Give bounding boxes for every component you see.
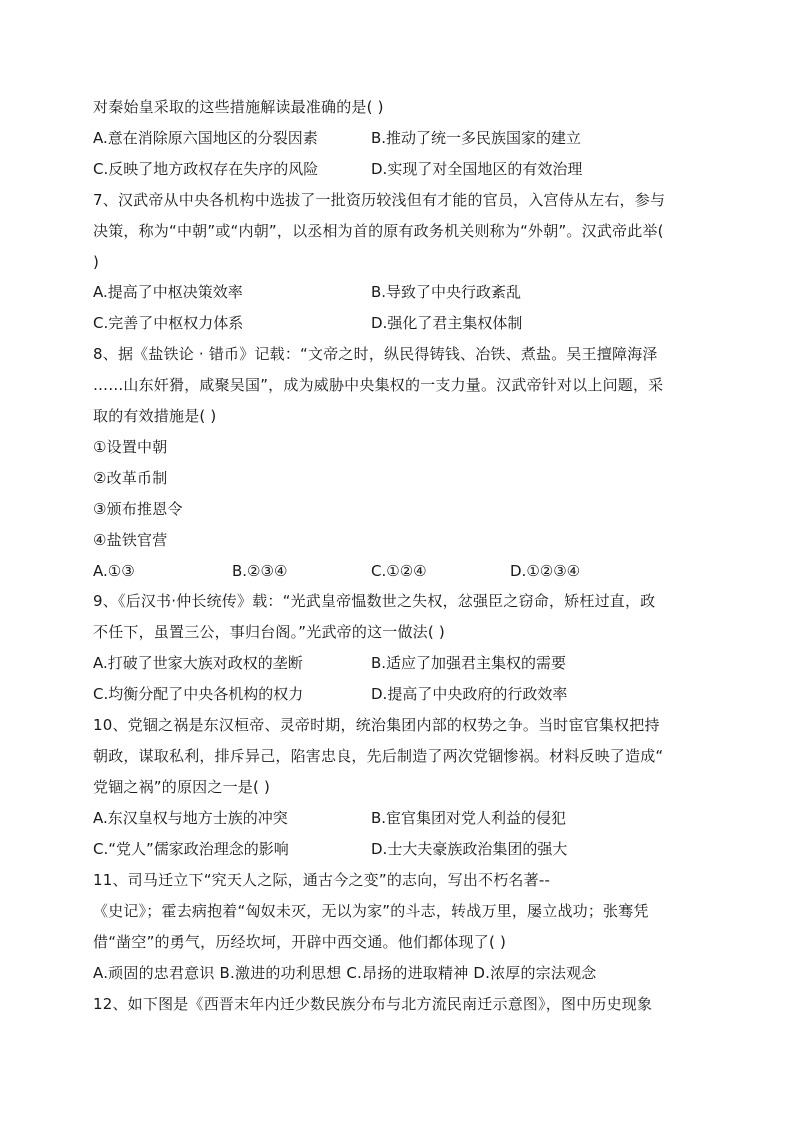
q8-item-1: ①设置中朝	[93, 438, 168, 456]
q11-stem-line3: 借“凿空”的勇气，历经坎坷，开辟中西交通。他们都体现了( )	[93, 933, 507, 951]
q9-option-c: C.均衡分配了中央各机构的权力	[93, 685, 304, 703]
q11-stem-line2: 《史记》；霍去病抱着“匈奴未灭，无以为家”的斗志，转战万里，屡立战功；张骞凭	[93, 902, 649, 920]
q7-option-d: D.强化了君主集权体制	[371, 314, 523, 332]
q8-item-4: ④盐铁官营	[93, 531, 168, 549]
q8-option-b: B.②③④	[232, 562, 288, 580]
q6-option-c: C.反映了地方政权存在失序的风险	[93, 160, 319, 178]
q7-stem-line3: )	[93, 253, 100, 271]
q10-stem-line1: 10、党锢之祸是东汉桓帝、灵帝时期，统治集团内部的权势之争。当时宦官集权把持	[93, 716, 660, 734]
q9-option-d: D.提高了中央政府的行政效率	[371, 685, 568, 703]
q8-stem-line1: 8、据《盐铁论 · 错币》记载：“文帝之时，纵民得铸钱、冶铁、煮盐。吴王擅障海泽	[93, 345, 658, 363]
q9-option-a: A.打破了世家大族对政权的垄断	[93, 654, 303, 672]
q9-stem-line1: 9、《后汉书·仲长统传》载：“光武皇帝愠数世之失权，忿强臣之窃命，矫枉过直，政	[93, 592, 656, 610]
q12-stem-line1: 12、如下图是《西晋末年内迁少数民族分布与北方流民南迁示意图》，图中历史现象	[93, 995, 653, 1013]
q11-stem-line1: 11、司马迁立下“究天人之际，通古今之变”的志向，写出不朽名著--	[93, 871, 551, 889]
q7-stem-line1: 7、汉武帝从中央各机构中选拔了一批资历较浅但有才能的官员，入宫侍从左右，参与	[93, 191, 666, 209]
q11-options: A.顽固的忠君意识 B.激进的功利思想 C.昂扬的进取精神 D.浓厚的宗法观念	[93, 964, 597, 982]
q7-option-a: A.提高了中枢决策效率	[93, 283, 243, 301]
q7-option-c: C.完善了中枢权力体系	[93, 314, 244, 332]
q9-stem-line2: 不任下，虽置三公，事归台阁。”光武帝的这一做法( )	[93, 623, 445, 641]
q10-stem-line3: 党锢之祸”的原因之一是( )	[93, 778, 271, 796]
q8-option-c: C.①②④	[371, 562, 427, 580]
q6-option-a: A.意在消除原六国地区的分裂因素	[93, 129, 318, 147]
q8-item-2: ②改革币制	[93, 469, 168, 487]
q8-stem-line3: 取的有效措施是( )	[93, 407, 217, 425]
q6-stem: 对秦始皇采取的这些措施解读最准确的是( )	[93, 98, 384, 116]
q10-option-c: C.“党人”儒家政治理念的影响	[93, 840, 289, 858]
q8-stem-line2: ……山东奸猾，咸聚吴国”，成为威胁中央集权的一支力量。汉武帝针对以上问题，采	[93, 376, 664, 394]
q8-item-3: ③颁布推恩令	[93, 500, 183, 518]
q9-option-b: B.适应了加强君主集权的需要	[371, 654, 567, 672]
q8-option-a: A.①③	[93, 562, 135, 580]
q10-option-a: A.东汉皇权与地方士族的冲突	[93, 809, 288, 827]
q6-option-d: D.实现了对全国地区的有效治理	[371, 160, 583, 178]
q10-option-b: B.宦官集团对党人利益的侵犯	[371, 809, 567, 827]
q7-option-b: B.导致了中央行政紊乱	[371, 283, 522, 301]
q8-option-d: D.①②③④	[510, 562, 581, 580]
q6-option-b: B.推动了统一多民族国家的建立	[371, 129, 582, 147]
q10-option-d: D.士大夫豪族政治集团的强大	[371, 840, 568, 858]
q10-stem-line2: 朝政，谋取私利，排斥异己，陷害忠良，先后制造了两次党锢惨祸。材料反映了造成“	[93, 747, 664, 765]
q7-stem-line2: 决策，称为“中朝”或“内朝”，以丞相为首的原有政务机关则称为“外朝”。汉武帝此举(	[93, 222, 664, 240]
